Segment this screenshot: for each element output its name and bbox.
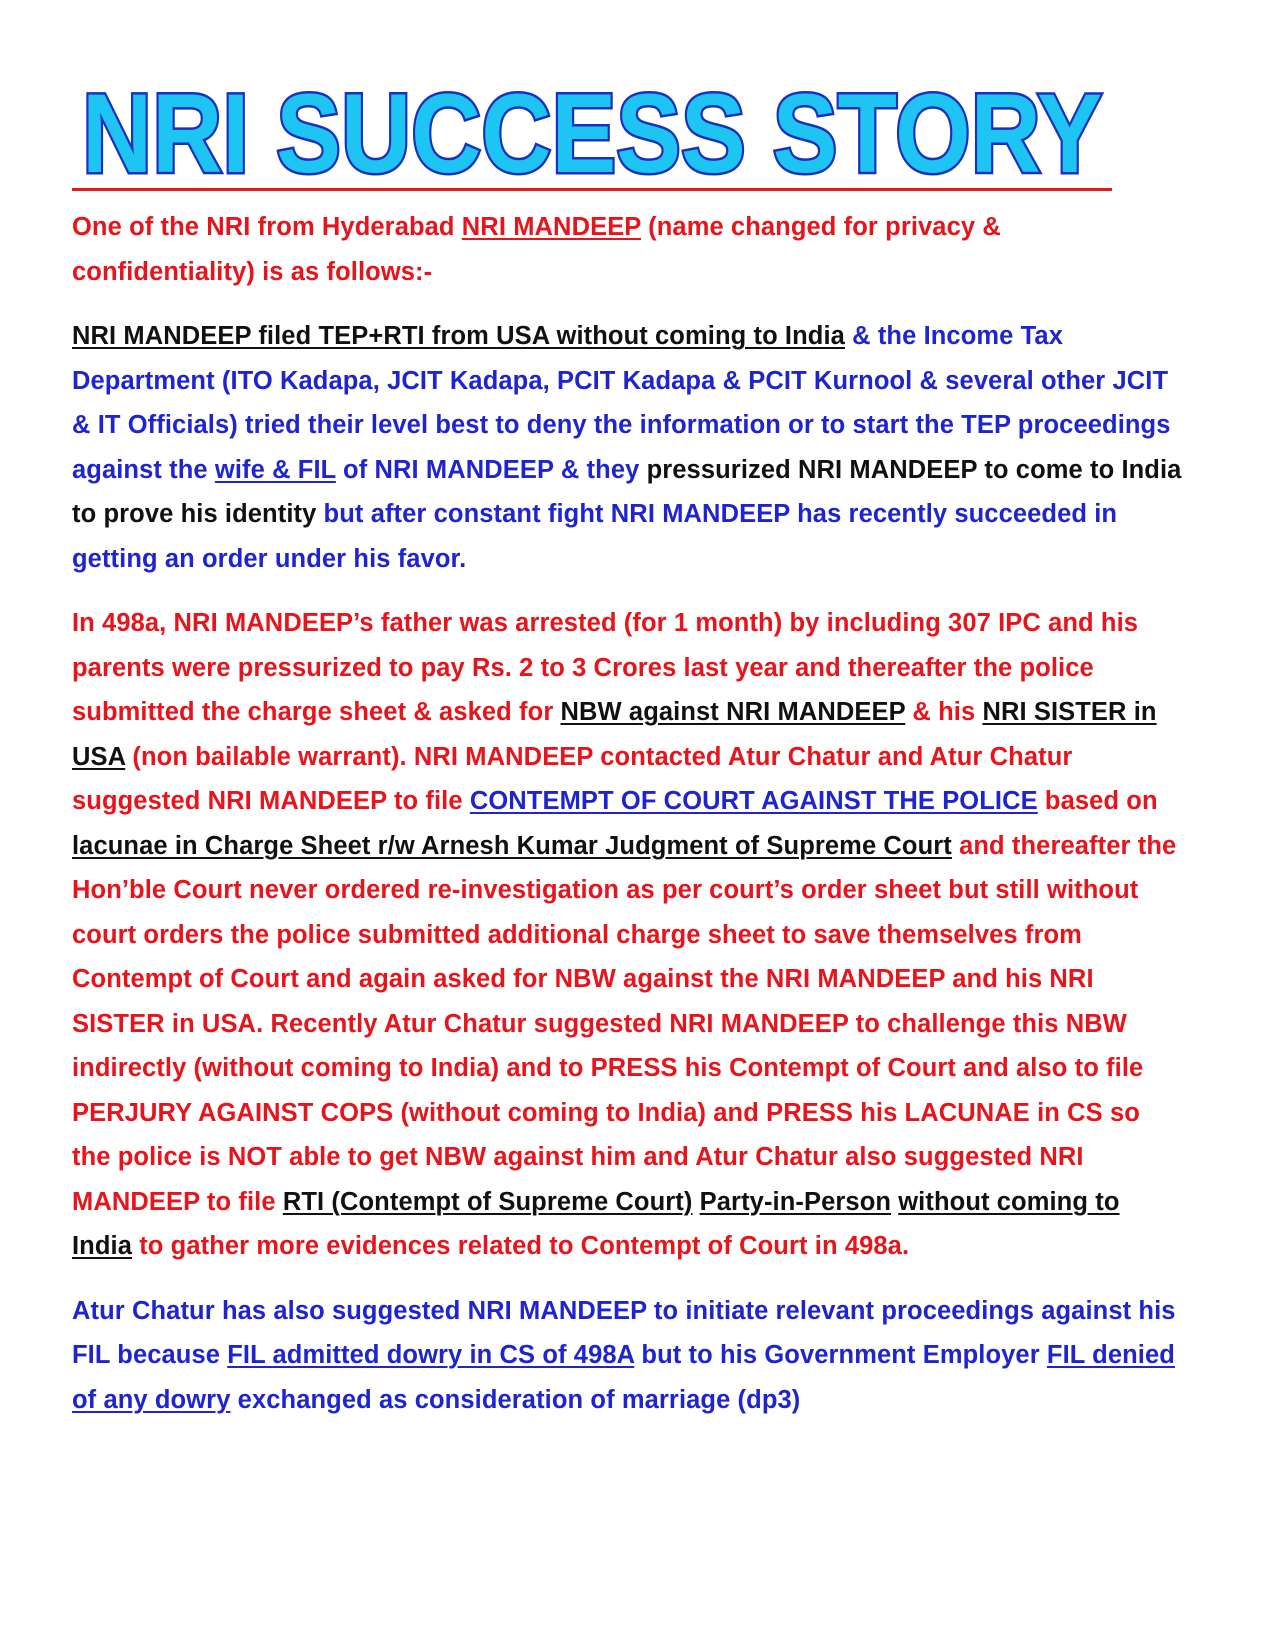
underlined-text: Party-in-Person	[699, 1187, 892, 1216]
story-paragraph-1	[72, 205, 1182, 294]
paragraph-text	[692, 1188, 699, 1216]
paragraph-text: (non bailable warrant). NRI MANDEEP contacted Atur Chatur and Atur Chatur suggested NRI MANDEEP to file	[72, 742, 1073, 815]
story-paragraph-2	[72, 314, 1182, 581]
paragraph-text: of NRI MANDEEP & they	[335, 455, 647, 484]
paragraph-text: but to his Government Employer	[634, 1341, 1047, 1369]
document-page	[72, 72, 1182, 1442]
paragraph-text: (name changed for privacy & confidentiality) is as follows:-	[72, 213, 1001, 286]
underlined-text: RTI (Contempt of Supreme Court)	[282, 1187, 693, 1216]
paragraph-text: pressurized NRI MANDEEP to come to India to prove his identity	[72, 455, 1182, 528]
underlined-text: wife & FIL	[214, 455, 336, 484]
underlined-text: lacunae in Charge Sheet r/w Arnesh Kumar Judgment of Supreme Court	[72, 831, 952, 860]
underlined-text: NRI SISTER in USA	[72, 698, 1157, 771]
paragraph-text: In 498a, NRI MANDEEP’s father was arrested (for 1 month) by including 307 IPC and his parents were pressurized to pay Rs. 2 to 3 Crores last year and thereafter the police submitted the charge sheet & asked for	[72, 609, 1139, 726]
paragraph-text: One of the NRI from Hyderabad	[72, 213, 462, 241]
underlined-text: FIL denied of any dowry	[72, 1341, 1175, 1414]
underlined-text: without coming to India	[72, 1187, 1120, 1260]
title-wordart	[72, 71, 1112, 196]
paragraph-text: but after constant fight NRI MANDEEP has recently succeeded in getting an order under his favor.	[72, 500, 1118, 573]
underlined-text: NRI MANDEEP filed TEP+RTI from USA without coming to India	[72, 322, 845, 350]
paragraph-text: exchanged as consideration of marriage (dp3)	[230, 1385, 801, 1414]
title-banner	[72, 71, 1112, 196]
paragraph-text: based on	[1037, 787, 1158, 815]
story-body	[72, 205, 1182, 1422]
story-paragraph-4	[72, 1289, 1182, 1423]
underlined-text: CONTEMPT OF COURT AGAINST THE POLICE	[469, 787, 1038, 815]
underlined-text: FIL admitted dowry in CS of 498A	[227, 1341, 635, 1369]
page-title: NRI SUCCESS STORY	[82, 71, 1102, 196]
paragraph-text: and thereafter the Hon’ble Court never ordered re-investigation as per court’s order sheet but still without court orders the police submitted additional charge sheet to save themselves from Contempt of Court and again asked for NBW against the NRI MANDEEP and his NRI SISTER in USA. Recently Atur Chatur suggested NRI MANDEEP to challenge this NBW indirectly (without coming to India) and to PRESS his Contempt of Court and also to file PERJURY AGAINST COPS (without coming to India) and PRESS his LACUNAE in CS so the police is NOT able to get NBW against him and Atur Chatur also suggested NRI MANDEEP to file	[72, 831, 1177, 1216]
paragraph-text: Atur Chatur has also suggested NRI MANDEEP to initiate relevant proceedings against his FIL because	[72, 1296, 1176, 1369]
underlined-text: NBW against NRI MANDEEP	[560, 698, 906, 726]
story-paragraph-3	[72, 601, 1182, 1269]
paragraph-text: & the Income Tax Department (ITO Kadapa, JCIT Kadapa, PCIT Kadapa & PCIT Kurnool & several other JCIT & IT Officials) tried their level best to deny the information or to start the TEP proceedings against the	[72, 322, 1171, 484]
paragraph-text: & his	[905, 698, 983, 726]
underlined-text: NRI MANDEEP	[461, 213, 641, 241]
paragraph-text: to gather more evidences related to Contempt of Court in 498a.	[132, 1232, 910, 1260]
